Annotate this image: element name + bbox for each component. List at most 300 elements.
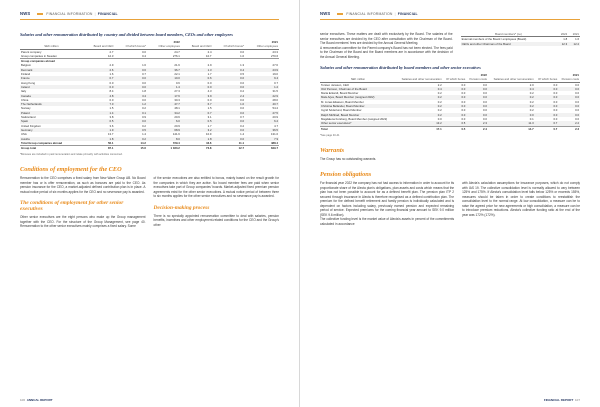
cell-value: 0.0 <box>109 97 114 102</box>
heading-conditions-senior: The conditions of employment for other senior executives <box>20 200 124 213</box>
cell-value: 0.0 <box>535 95 559 99</box>
cell-value: 0.0 <box>483 91 487 96</box>
cell-value: 0.0 <box>443 87 467 91</box>
column-header: Pension costs <box>558 77 580 82</box>
cell-value: 3.1 <box>207 115 212 120</box>
running-header-right <box>320 8 580 20</box>
cell-value: 1.8 <box>181 137 213 141</box>
row-label: United Kingdom <box>21 123 41 128</box>
cell-value: 1.0 <box>213 54 246 59</box>
header-pipe: | <box>94 11 96 16</box>
cell-value: 0.0 <box>466 104 488 108</box>
cell-value: 0.7 <box>535 121 559 126</box>
cell-value: 0.0 <box>181 85 213 89</box>
header-current: FINANCIAL <box>97 11 118 16</box>
cell-value: 0.0 <box>575 82 579 87</box>
cell-value: 0.0 <box>240 97 245 102</box>
cell-value: 0.0 <box>488 113 535 117</box>
cell-value: 30.3 <box>174 97 180 102</box>
row-label: China <box>21 97 29 102</box>
column-header: SEK million <box>320 77 396 82</box>
row-label: CEOs and other Chairman of the Board <box>461 42 557 46</box>
cell-value: 24.7 <box>174 49 180 54</box>
left-page-number: 106 <box>20 398 26 402</box>
cell-value: 0.0 <box>483 116 487 121</box>
exec-footnote: *See page 40-41 <box>320 133 340 137</box>
cell-value: 131.0 <box>271 132 278 137</box>
right-footer-label: FINANCIAL REPORT <box>543 398 574 402</box>
cell-value: 0.7 <box>181 111 213 115</box>
row-label: Austria <box>20 137 83 141</box>
row-label: Switzerland <box>21 115 36 120</box>
cell-value: 1.2 <box>114 102 147 106</box>
cell-value: 11.1 <box>213 141 246 146</box>
row-label: Maria Eckardt, Board Member <box>321 91 359 96</box>
cell-value: 1.7 <box>207 123 212 128</box>
cell-value: 6.2 <box>245 119 279 123</box>
cell-value: 0.0 <box>483 82 487 87</box>
cell-value: 0.0 <box>114 119 147 123</box>
salary-table-title: Salaries and other remuneration distributed by country and divided between board members, CEOs and other employees <box>20 32 233 37</box>
cell-value: 2.2 <box>558 121 580 126</box>
cell-value: 20.6 <box>174 115 180 120</box>
cell-value: 0.0 <box>575 91 579 96</box>
column-header: Of which bonus* <box>213 44 246 49</box>
cell-value: 3.8 <box>109 115 114 120</box>
row-label: The Netherlands <box>20 102 83 106</box>
cell-value: 1.5 <box>207 106 212 111</box>
row-label: Italy <box>21 89 27 94</box>
cell-value: 0.7 <box>274 80 278 85</box>
cell-value: 1.5 <box>109 106 114 111</box>
cell-value: 48.1 <box>174 106 180 111</box>
cell-value: 0.2 <box>437 99 442 104</box>
cell-value: 47.7 <box>147 102 181 106</box>
cell-value: 0.0 <box>553 82 558 87</box>
cell-value: 0.2 <box>437 108 442 113</box>
exec-table-title: Salaries and other remuneration distributed by board members and other senior executives <box>320 65 481 70</box>
row-label: M. Jonas Eliasson, Board Member <box>321 99 364 104</box>
cell-value: 0.0 <box>558 104 580 108</box>
cell-value: 0.2 <box>240 89 245 94</box>
left-footer-label: ANNUAL REPORT <box>26 398 53 402</box>
exec-total-row <box>320 126 580 131</box>
row-label: Group total <box>21 146 37 151</box>
cell-value: 0.5 <box>461 126 466 131</box>
cell-value: 12.4 <box>568 42 580 46</box>
column-header: 2021 <box>568 32 580 37</box>
cell-value: 2.6 <box>83 68 115 72</box>
cell-value: 1.8 <box>83 137 115 141</box>
cell-value: 12.3 <box>556 42 568 46</box>
row-label: Belgium <box>21 63 32 68</box>
cell-value: 2.2 <box>437 82 442 87</box>
cell-value: 4.8 <box>83 94 115 98</box>
cell-value: 0.2 <box>488 104 535 108</box>
column-header: Other employees <box>245 44 279 49</box>
row-label: Other senior executives* <box>320 121 396 126</box>
cell-value: 0.0 <box>443 104 467 108</box>
cell-value: 0.0 <box>240 80 245 85</box>
cell-value: 3.2 <box>181 128 213 132</box>
cell-value: 1.3 <box>240 63 245 68</box>
running-header <box>20 8 279 20</box>
para-decision-process: There is no specially appointed remuneration committee to deal with salaries, pension benefits, incentives and other employment-related conditions for the CEO and the Group's other <box>153 213 279 227</box>
column-header: Salaries and other remuneration <box>396 77 443 82</box>
cell-value: 0.0 <box>461 116 466 121</box>
cell-value: 0.0 <box>142 97 146 102</box>
cell-value: 0.0 <box>109 80 114 85</box>
cell-value: 0.0 <box>207 80 212 85</box>
exec-col-group-2022: 2022 <box>480 73 487 77</box>
cell-value: 14.2 <box>114 141 147 146</box>
cell-value: 4.3 <box>207 89 212 94</box>
cell-value: 0.2 <box>396 104 443 108</box>
cell-value: 87.1 <box>107 146 114 151</box>
cell-value: 36.5 <box>245 128 279 132</box>
row-label: Poland <box>20 111 83 115</box>
column-header: Board and CEO <box>181 44 213 49</box>
para-warrants: The Group has no outstanding warrants. <box>320 156 377 161</box>
cell-value: 0.0 <box>535 113 559 117</box>
cell-value: 31.5 <box>272 89 278 94</box>
para-pension-b: with Alecta's calculation assumptions for insurance purposes, which do not comply with IAS 19. The collective consolidation level is normally allowed to vary between 125% and 175%. If Alecta's consolidation level falls below 125% or exceeds 155%, measures should be taken in order to create conditions to reestablish the consolidation level to the normal range. At low consolidation, a measure can be to raise the agreed price for new agreements or high consolidation, a measure can be to introduce premium reductions. Alecta's collective funding ratio at the end of the year was 172% (172%). <box>462 181 580 217</box>
heading-conditions-ceo: Conditions of employment for the CEO <box>20 166 122 174</box>
cell-value: 0.0 <box>558 95 580 99</box>
cell-value: 0.7 <box>142 72 146 77</box>
heading-decision-process: Decision-making process <box>153 204 210 211</box>
row-label: Canada <box>20 94 83 98</box>
cell-value: 0.0 <box>553 99 558 104</box>
cell-value: 0.0 <box>213 128 246 132</box>
cell-value: 0.0 <box>575 99 579 104</box>
cell-value: 0.6 <box>175 80 180 85</box>
col-group-2022: 2022 <box>173 40 180 44</box>
para-conditions-senior: Other senior executives are the eight persons who make up the Group management together with the CEO. For the structure of the Group Management, see page 40. Remuneration to the other senior executives mainly comprises a fixed salary. Some <box>20 215 146 229</box>
cell-value: 15.6 <box>140 146 146 151</box>
cell-value: 0.7 <box>553 126 558 131</box>
cell-value: 1.6 <box>142 63 146 68</box>
cell-value: 2.7 <box>109 49 114 54</box>
cell-value: 0.0 <box>535 104 559 108</box>
cell-value: 0.0 <box>461 82 466 87</box>
row-label: Parent company <box>21 49 42 54</box>
cell-value: 0.0 <box>575 116 579 121</box>
cell-value: 56.1 <box>83 141 115 146</box>
right-footer <box>320 398 580 402</box>
cell-value: 0.2 <box>142 123 146 128</box>
row-label: External members of the Board / employees (Board) <box>461 37 527 42</box>
cell-value: 0.4 <box>488 87 535 91</box>
para-pension-a: For financial year 2022 the company has not had access to information in order to account for its proportionate share of the Alecta plan's obligations, plan assets and costs which means that the plan has not been possible to account for as a defined benefit plan. The pension plan ITP 2 secured through insurance in Alecta is therefore recognised as a defined contribution plan. The premium for the defined benefit retirement and family pension is individually calculated and is dependent on factors including salary, previously earned pension and expected remaining period of service. Expected premiums for the coming financial year amount to SEK 9.0 million (SEK 9.6 million). The collective funding level is the market value of Alecta's assets in percent of the commitments calculated in accordance <box>320 181 455 226</box>
para-conditions-ceo: Remuneration to the CEO comprises a fixed salary from New Wave Group AB. No Board member has or is offer remuneration, as such as bonuses are paid to the CEO. As pension insurance for the CEO, a market-adjusted defined contribution plan is in place. A mutual notice period of six months applies for the CEO and no severance pay is awarded. <box>20 176 146 194</box>
cell-value: 0.2 <box>529 108 534 113</box>
cell-value: 0.2 <box>396 95 443 99</box>
cell-value: 8.4 <box>109 89 114 94</box>
cell-value: 23.3 <box>272 49 278 54</box>
cell-value: 1.4 <box>147 85 181 89</box>
column-header: SEK million <box>20 44 83 49</box>
cell-value: 21.6 <box>174 63 180 68</box>
cell-value: 1.8 <box>563 37 568 42</box>
cell-value: 2.9 <box>207 63 212 68</box>
right-page-number: 107 <box>574 398 580 402</box>
cell-value: 4.7 <box>274 123 278 128</box>
right-page <box>300 0 600 407</box>
cell-value: 0.2 <box>437 91 442 96</box>
column-header: Board members* (no) <box>461 32 557 37</box>
cell-value: 1.2 <box>245 85 279 89</box>
cell-value: 27.6 <box>272 63 278 68</box>
cell-value: 0.0 <box>83 85 115 89</box>
cell-value: 40.7 <box>245 102 279 106</box>
header-section: FINANCIAL INFORMATION <box>46 11 93 16</box>
cell-value: 0.5 <box>83 119 115 123</box>
header-section-right: FINANCIAL INFORMATION <box>346 11 393 16</box>
cell-value: 22.9 <box>245 94 279 98</box>
cell-value: 0.4 <box>396 87 443 91</box>
cell-value: 17.6 <box>147 94 181 98</box>
cell-value: 0.2 <box>396 113 443 117</box>
cell-value: 1.7 <box>207 72 212 77</box>
cell-value: 0.5 <box>114 128 147 132</box>
cell-value: 0.7 <box>240 115 245 120</box>
cell-value: 8.0 <box>147 137 181 141</box>
cell-value: 141.6 <box>172 132 180 137</box>
column-header: Pension costs <box>466 77 488 82</box>
cell-value: 2.0 <box>529 82 534 87</box>
row-label: Spain <box>20 119 83 123</box>
cell-value: 3.4 <box>114 94 147 98</box>
header-divider-right <box>337 13 343 15</box>
row-label: Christina Bellander, Board Member <box>320 104 396 108</box>
salary-country-table <box>20 40 279 150</box>
row-label: Ralph Mühlrad, Board Member <box>320 113 396 117</box>
cell-value: 0.2 <box>529 99 534 104</box>
cell-value: 3.9 <box>181 94 213 98</box>
cell-value: 0.0 <box>466 95 488 99</box>
cell-value: 0.0 <box>213 111 246 115</box>
row-label: Total Group companies abroad <box>20 141 83 146</box>
cell-value: 0.0 <box>213 137 246 141</box>
row-label: Hong Kong <box>21 80 35 85</box>
board-members-table <box>461 32 580 46</box>
cell-value: 2.3 <box>466 121 488 126</box>
cell-value: 1.4 <box>240 132 245 137</box>
cell-value: 22.1 <box>174 72 180 77</box>
column-header: Other employees <box>147 44 181 49</box>
cell-value: 7.9 <box>245 137 279 141</box>
col-group-2021: 2021 <box>271 40 278 44</box>
cell-value: 12.3 <box>83 54 115 59</box>
row-label: Germany <box>20 128 83 132</box>
cell-value: 0.0 <box>213 85 246 89</box>
cell-value: 0.0 <box>461 99 466 104</box>
cell-value: 0.0 <box>213 76 246 80</box>
cell-value: 0.4 <box>213 68 246 72</box>
row-label: Ingrid Söderlund, Board Member <box>321 108 362 113</box>
cell-value: 0.0 <box>461 108 466 113</box>
cell-value: 1.8 <box>142 89 146 94</box>
cell-value: 0.2 <box>114 137 147 141</box>
cell-value: 0.1 <box>114 111 147 115</box>
cell-value: 0.1 <box>529 116 534 121</box>
cell-value: 1.6 <box>575 37 579 42</box>
cell-value: 19.0 <box>272 72 278 77</box>
cell-value: 28.0 <box>272 97 278 102</box>
cell-value: 13.7 <box>107 132 114 137</box>
cell-value: 7.0 <box>83 102 115 106</box>
cell-value: 0.0 <box>443 113 467 117</box>
group-total-row <box>20 146 279 151</box>
exec-col-group-2021: 2021 <box>572 73 579 77</box>
row-label: Norway <box>21 106 31 111</box>
cell-value: 20.9 <box>272 115 278 120</box>
cell-value: 0.2 <box>142 106 146 111</box>
header-pipe-right: | <box>394 11 396 16</box>
cell-value: 2.3 <box>575 126 579 131</box>
cell-value: 488.4 <box>245 141 279 146</box>
row-label: France <box>20 76 83 80</box>
cell-value: 0.5 <box>181 119 213 123</box>
cell-value: 10.7 <box>181 54 213 59</box>
row-label: Ireland <box>20 85 83 89</box>
cell-value: 0.5 <box>443 121 467 126</box>
cell-value: 2.4 <box>213 94 246 98</box>
cell-value: 0.0 <box>553 91 558 96</box>
cell-value: 849.7 <box>271 146 278 151</box>
cell-value: 0.6 <box>181 76 213 80</box>
cell-value: 34.2 <box>147 111 181 115</box>
cell-value: 13.2 <box>396 121 443 126</box>
cell-value: 17.1 <box>436 126 442 131</box>
cell-value: 1.4 <box>83 111 115 115</box>
cell-value: 6.0 <box>147 119 181 123</box>
cell-value: 0.0 <box>443 95 467 99</box>
cell-value: 0.0 <box>142 49 146 54</box>
cell-value: 10.0 <box>147 76 181 80</box>
cell-value: 1.0 <box>213 102 246 106</box>
row-label: Finland <box>21 72 31 77</box>
cell-value: 0.0 <box>575 108 579 113</box>
cell-value: 0.0 <box>142 80 146 85</box>
cell-value: 0.2 <box>488 95 535 99</box>
row-label: USA <box>21 132 27 137</box>
cell-value: 0.0 <box>553 108 558 113</box>
cell-value: 6.7 <box>181 102 213 106</box>
cell-value: 0.0 <box>466 113 488 117</box>
cell-value: 0.6 <box>114 68 147 72</box>
column-header: Salaries and other remuneration <box>488 77 535 82</box>
cell-value: 0.2 <box>529 91 534 96</box>
row-label: Group companies in Sweden <box>20 54 83 59</box>
cell-value: 0.4 <box>114 54 147 59</box>
cell-value: 0.9 <box>142 115 146 120</box>
cell-value: 0.0 <box>207 97 212 102</box>
cell-value: 0.0 <box>437 116 442 121</box>
cell-value: 10.9 <box>206 132 212 137</box>
cell-value: 0.0 <box>483 108 487 113</box>
row-label: Magdalena Forsberg, Board Member (resigned 2022) <box>321 116 388 121</box>
cell-value: 0.0 <box>558 87 580 91</box>
cell-value: 2.4 <box>483 126 487 131</box>
salary-footnote: *Bonuses are included in paid remuneration and relate primarily with activities concerned. <box>20 153 123 157</box>
cell-value: 0.7 <box>83 76 115 80</box>
cell-value: 3.6 <box>109 123 114 128</box>
cell-value: 12.7 <box>238 146 245 151</box>
cell-value: 1 030.2 <box>170 146 180 151</box>
cell-value: 0.0 <box>240 49 245 54</box>
para-board-decisions: senior executives. These matters are dealt with exclusively by the Board. The salaries of the senior executives are decided by the CEO after consultation with the Chairman of the Board. The Board members' fees are decided by the Annual General Meeting. A remuneration committee for the Parent company's Board has not been elected. The fees paid to the Chairman of the Board and the Board members are in accordance with the decision of the Annual General Meeting. <box>320 32 453 59</box>
cell-value: 11.3 <box>488 121 535 126</box>
cell-value: 0.0 <box>114 76 147 80</box>
para-senior-continued: of the senior executives are also entitled to bonus, mainly based on the result growth for the companies in which they are active. No board member fees are paid when senior executives take part of Group companies' boards. Market-adjusted fixed premium pension agreements exist for the other senior executives. A mutual notice period of between three to six months applies for the other senior executives and no severance pay is awarded. <box>153 176 279 199</box>
row-label: Torsten Jansson, CEO <box>321 82 349 87</box>
header-current-right: FINANCIAL <box>397 11 418 16</box>
row-label: Olof Persson, Chairman of the Board <box>320 87 396 91</box>
cell-value: 276.1 <box>147 54 181 59</box>
row-label: Denmark <box>20 68 83 72</box>
cell-value: 27.5 <box>245 111 279 115</box>
cell-value: 0.0 <box>483 99 487 104</box>
group-abroad-label: Group companies abroad <box>21 59 55 64</box>
cell-value: 0.0 <box>553 116 558 121</box>
cell-value: 1.4 <box>142 132 146 137</box>
cell-value: 36.7 <box>147 68 181 72</box>
cell-value: 270.6 <box>245 54 279 59</box>
cell-value: 2.9 <box>109 63 114 68</box>
table-row <box>461 42 580 46</box>
cell-value: 0.0 <box>240 106 245 111</box>
column-header: Of which bonus* <box>114 44 147 49</box>
cell-value: 2.4 <box>207 49 212 54</box>
nws-logo: NWS <box>20 11 31 16</box>
cell-value: 0.0 <box>466 87 488 91</box>
cell-value: 23.9 <box>245 68 279 72</box>
column-header: Board and CEO <box>83 44 115 49</box>
cell-value: 0.5 <box>240 72 245 77</box>
cell-value: 20.9 <box>174 123 180 128</box>
heading-pension: Pension obligations <box>320 171 372 179</box>
left-footer <box>20 398 279 402</box>
cell-value: 729.4 <box>147 141 181 146</box>
cell-value: 0.0 <box>558 113 580 117</box>
row-label: Mats Arjes, Board Member (resigned 2022) <box>320 95 396 99</box>
cell-value: 27.3 <box>174 89 180 94</box>
cell-value: 0.0 <box>535 87 559 91</box>
cell-value: 0.0 <box>114 85 147 89</box>
cell-value: 14.7 <box>528 126 534 131</box>
cell-value: 1.9 <box>83 128 115 132</box>
column-header: Of which bonus <box>535 77 559 82</box>
nws-logo-right: NWS <box>320 11 331 16</box>
row-label: Total <box>321 126 328 131</box>
cell-value: 54.4 <box>272 106 278 111</box>
cell-value: 9.4 <box>245 76 279 80</box>
cell-value: 0.0 <box>213 119 246 123</box>
cell-value: 1.3 <box>181 68 213 72</box>
column-header: 2022 <box>556 32 568 37</box>
cell-value: 0.0 <box>461 91 466 96</box>
cell-value: 1.6 <box>109 72 114 77</box>
cell-value: 73.8 <box>206 146 212 151</box>
cell-value: 0.2 <box>240 123 245 128</box>
cell-value: 43.6 <box>181 141 213 146</box>
column-header: Of which bonus <box>443 77 467 82</box>
exec-remuneration-table <box>320 73 580 131</box>
cell-value: 68.9 <box>147 128 181 132</box>
heading-warrants: Warrants <box>320 146 345 154</box>
